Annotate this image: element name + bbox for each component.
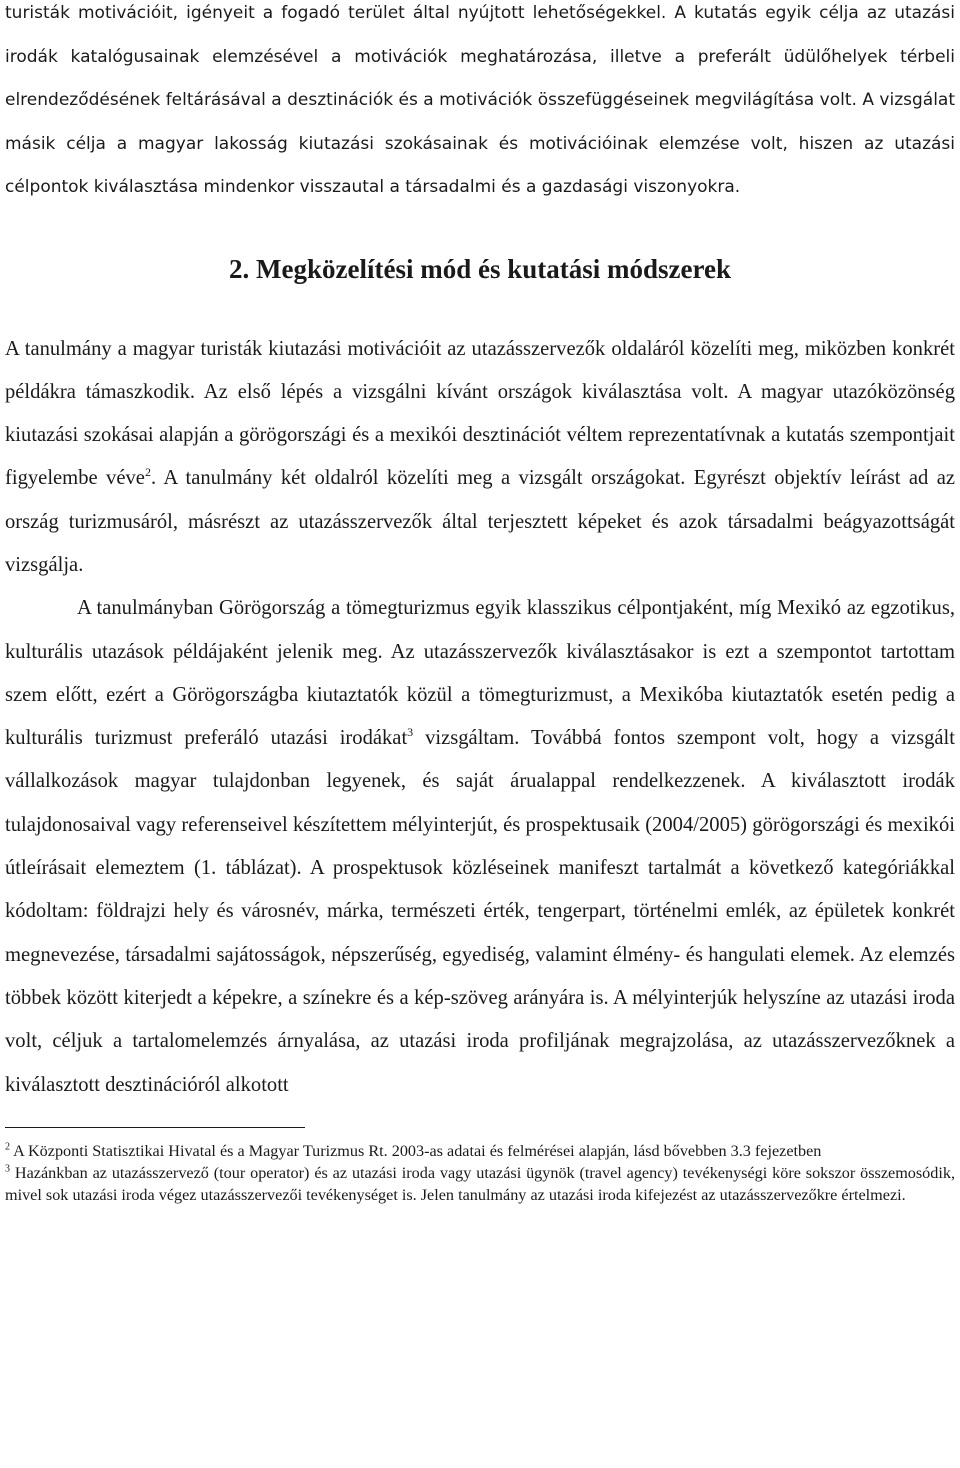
section-heading: 2. Megközelítési mód és kutatási módszerek: [229, 253, 731, 284]
paragraph-2-text-a: A tanulmányban Görögország a tömegturizmus egyik klasszikus célpontjaként, míg Mexikó az egzotikus, kulturális utazások példájaként jelenik meg. Az utazásszervezők kiválasztásakor is ezt a szempontot tartottam szem előtt, ezért a Görögországba kiutaztatók közül a tömegturizmust, a Mexikóba kiutaztatók esetén pedig a kulturális turizmust preferáló utazási irodákat: [5, 597, 955, 750]
intro-text: turisták motivációit, igényeit a fogadó terület által nyújtott lehetőségekkel. A kutatás egyik célja az utazási irodák katalógusainak elemzésével a motivációk meghatározása, illetve a preferált üdülőhelyek térbeli elrendeződésének feltárásával a desztinációk és a motivációk összefüggéseinek megvilágítása volt. A vizsgálat másik célja a magyar lakosság kiutazási szokásainak és motivációinak elemzése volt, hiszen az utazási célpontok kiválasztása mindenkor visszautal a társadalmi és a gazdasági viszonyokra.: [5, 3, 955, 197]
body-paragraph-1: [5, 328, 955, 588]
footnote-3-text: Hazánkban az utazásszervező (tour operator) és az utazási iroda vagy utazási ügynök (travel agency) tevékenységi köre sokszor összemosódik, mivel sok utazási iroda végez utazásszervezői tevékenységet is. Jelen tanulmány az utazási iroda kifejezést az utazásszervezőkre értelmezi.: [5, 1163, 955, 1204]
footnote-ref-3: 3: [407, 725, 414, 740]
body-paragraph-2: [5, 587, 955, 1107]
paragraph-1-text-b: . A tanulmány két oldalról közelíti meg a vizsgált országokat. Egyrészt objektív leírást ad az ország turizmusáról, másrészt az utazásszervezők által terjesztett képeket és azok társadalmi beágyazottságát vizsgálja.: [5, 467, 956, 576]
paragraph-2-text-b: vizsgáltam. Továbbá fontos szempont volt, hogy a vizsgált vállalkozások magyar tulajdonban legyenek, és saját árualappal rendelkezzenek. A kiválasztott irodák tulajdonosaival vagy referenseivel készítettem mélyinterjút, és prospektusaik (2004/2005) görögországi és mexikói útleírásait elemeztem (1. táblázat). A prospektusok közléseinek manifeszt tartalmát a következő kategóriákkal kódoltam: földrajzi hely és városnév, márka, természeti érték, tengerpart, történelmi emlék, az épületek konkrét megnevezése, társadalmi sajátosságok, népszerűség, egyediség, valamint élmény- és hangulati elemek. Az elemzés többek között kiterjedt a képekre, a színekre és a kép-szöveg arányára is. A mélyinterjúk helyszíne az utazási iroda volt, céljuk a tartalomelemzés árnyalása, az utazási iroda profiljának megrajzolása, az utazásszervezőknek a kiválasztott desztinációról alkotott: [5, 727, 955, 1096]
footnote-marker-3: 3: [5, 1163, 10, 1175]
footnote-3: [5, 1162, 955, 1206]
document-page: [5, 0, 955, 1206]
paragraph-1-text-a: A tanulmány a magyar turisták kiutazási motivációit az utazásszervezők oldaláról közelíti meg, miközben konkrét példákra támaszkodik. Az első lépés a vizsgálni kívánt országok kiválasztása volt. A magyar utazóközönség kiutazási szokásai alapján a görögországi és a mexikói desztinációt véltem reprezentatívnak a kutatás szempontjait figyelembe véve: [5, 337, 955, 490]
footnote-marker-2: 2: [5, 1141, 10, 1153]
footnote-2: [5, 1140, 955, 1162]
intro-paragraph: [5, 0, 955, 210]
footnote-separator: [5, 1127, 305, 1128]
footnote-2-text: A Központi Statisztikai Hivatal és a Magyar Turizmus Rt. 2003-as adatai és felmérései alapján, lásd bővebben 3.3 fejezetben: [10, 1141, 822, 1160]
footnote-ref-2: 2: [144, 465, 151, 480]
